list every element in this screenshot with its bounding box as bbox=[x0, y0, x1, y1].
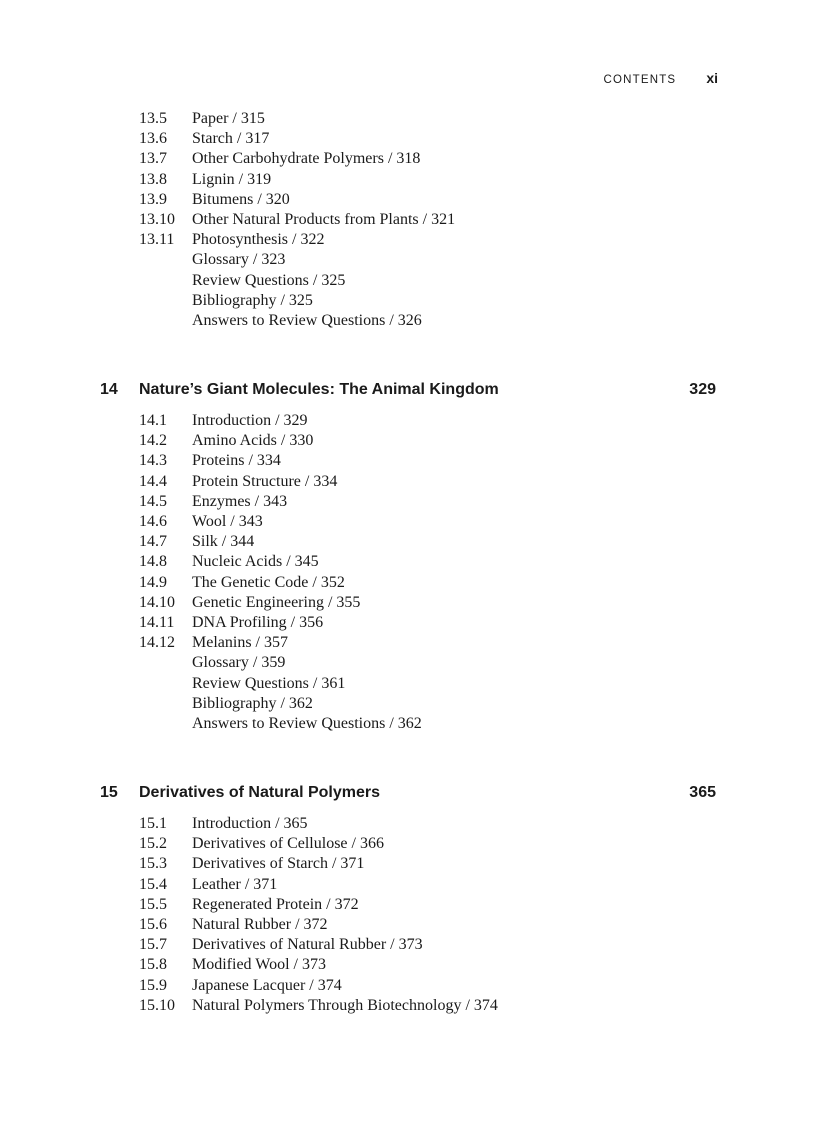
toc-entry bbox=[100, 834, 716, 854]
section-title: Natural Rubber / 372 bbox=[192, 916, 328, 933]
toc-entry bbox=[100, 512, 716, 532]
section-title: Lignin / 319 bbox=[192, 170, 272, 188]
toc-entry bbox=[100, 271, 716, 291]
section-number: 13.9 bbox=[139, 190, 167, 208]
toc-entry bbox=[100, 472, 716, 492]
toc-entry bbox=[100, 996, 716, 1016]
section-title: Starch / 317 bbox=[192, 130, 270, 148]
chapter-heading bbox=[100, 783, 716, 803]
toc-entry bbox=[100, 552, 716, 572]
toc-entry bbox=[100, 250, 716, 270]
section-title: Derivatives of Cellulose / 366 bbox=[192, 835, 384, 853]
toc-entry bbox=[100, 210, 716, 230]
toc-entry bbox=[100, 492, 716, 512]
section-title: Paper / 315 bbox=[192, 110, 265, 127]
section-title: Glossary / 323 bbox=[192, 251, 286, 269]
section-number: 14.8 bbox=[139, 553, 167, 571]
section-number: 15.9 bbox=[139, 976, 167, 994]
section-title: Answers to Review Questions / 362 bbox=[192, 714, 422, 732]
toc-entry bbox=[100, 109, 716, 129]
section-number: 15.10 bbox=[139, 996, 175, 1014]
toc-entry bbox=[100, 190, 716, 210]
section-number: 15.3 bbox=[139, 855, 167, 873]
chapter-page-number: 365 bbox=[689, 784, 716, 802]
section-title: Nucleic Acids / 345 bbox=[192, 553, 319, 571]
section-title: Protein Structure / 334 bbox=[192, 472, 338, 490]
toc-entry bbox=[100, 875, 716, 895]
section-title: Bibliography / 362 bbox=[192, 694, 313, 712]
section-number: 14.11 bbox=[139, 613, 175, 631]
toc-entry bbox=[100, 633, 716, 653]
section-title: Review Questions / 361 bbox=[192, 674, 346, 692]
chapter-number: 15 bbox=[100, 784, 118, 802]
section-number: 15.7 bbox=[139, 936, 167, 954]
section-title: Leather / 371 bbox=[192, 875, 278, 893]
section-number: 15.8 bbox=[139, 956, 167, 974]
toc-entry bbox=[100, 573, 716, 593]
section-number: 13.10 bbox=[139, 210, 175, 228]
toc-entry bbox=[100, 714, 716, 734]
toc-entry bbox=[100, 291, 716, 311]
chapter-title: Nature’s Giant Molecules: The Animal Kingdom bbox=[139, 381, 499, 399]
toc-entry bbox=[100, 149, 716, 169]
section-title: Modified Wool / 373 bbox=[192, 956, 326, 974]
section-number: 15.4 bbox=[139, 875, 167, 893]
toc-entry bbox=[100, 170, 716, 190]
section-number: 14.7 bbox=[139, 533, 167, 551]
section-title: Natural Polymers Through Biotechnology / 374 bbox=[192, 996, 498, 1014]
section-title: Proteins / 334 bbox=[192, 452, 281, 470]
section-number: 14.2 bbox=[139, 432, 167, 450]
section-number: 14.10 bbox=[139, 593, 175, 611]
section-title: Derivatives of Natural Rubber / 373 bbox=[192, 936, 423, 954]
section-title: DNA Profiling / 356 bbox=[192, 613, 324, 631]
section-number: 13.8 bbox=[139, 170, 167, 188]
chapter-heading bbox=[100, 380, 716, 400]
toc-entry bbox=[100, 674, 716, 694]
running-head-page-number: xi bbox=[706, 70, 718, 86]
toc-entry bbox=[100, 915, 716, 935]
section-title: Photosynthesis / 322 bbox=[192, 231, 325, 249]
section-title: Amino Acids / 330 bbox=[192, 432, 314, 450]
section-number: 15.5 bbox=[139, 895, 167, 913]
toc-entry bbox=[100, 814, 716, 834]
table-of-contents bbox=[100, 109, 716, 1016]
section-number: 14.4 bbox=[139, 472, 167, 490]
section-title: Other Natural Products from Plants / 321 bbox=[192, 210, 456, 228]
section-number: 15.1 bbox=[139, 815, 167, 833]
toc-entry bbox=[100, 694, 716, 714]
toc-entry bbox=[100, 895, 716, 915]
toc-entry bbox=[100, 451, 716, 471]
section-title: Bibliography / 325 bbox=[192, 291, 313, 309]
section-title: Introduction / 329 bbox=[192, 412, 308, 430]
section-title: Genetic Engineering / 355 bbox=[192, 593, 361, 611]
toc-entry bbox=[100, 955, 716, 975]
section-title: Bitumens / 320 bbox=[192, 190, 290, 208]
section-title: Enzymes / 343 bbox=[192, 492, 288, 510]
toc-entry bbox=[100, 129, 716, 149]
section-number: 13.11 bbox=[139, 231, 175, 249]
section-title: Japanese Lacquer / 374 bbox=[192, 976, 342, 994]
chapter-number: 14 bbox=[100, 381, 118, 399]
section-number: 14.1 bbox=[139, 412, 167, 430]
section-number: 13.7 bbox=[139, 150, 167, 168]
section-number: 13.5 bbox=[139, 110, 167, 127]
section-number: 15.2 bbox=[139, 835, 167, 853]
running-head bbox=[603, 70, 718, 86]
toc-entry bbox=[100, 593, 716, 613]
running-head-label: CONTENTS bbox=[603, 74, 677, 86]
toc-entry bbox=[100, 976, 716, 996]
section-number: 14.3 bbox=[139, 452, 167, 470]
toc-entry bbox=[100, 653, 716, 673]
section-number: 14.6 bbox=[139, 513, 167, 530]
section-number: 14.9 bbox=[139, 573, 167, 591]
section-title: Other Carbohydrate Polymers / 318 bbox=[192, 150, 421, 168]
toc-entry bbox=[100, 411, 716, 431]
section-number: 13.6 bbox=[139, 130, 167, 148]
section-title: Glossary / 359 bbox=[192, 654, 286, 672]
chapter-page-number: 329 bbox=[689, 381, 716, 399]
chapter-title: Derivatives of Natural Polymers bbox=[139, 784, 380, 802]
section-title: Answers to Review Questions / 326 bbox=[192, 311, 422, 329]
toc-entry bbox=[100, 854, 716, 874]
section-title: Introduction / 365 bbox=[192, 815, 308, 833]
section-title: Silk / 344 bbox=[192, 533, 255, 551]
toc-entry bbox=[100, 613, 716, 633]
section-number: 14.5 bbox=[139, 492, 167, 510]
toc-entry bbox=[100, 311, 716, 331]
section-title: Regenerated Protein / 372 bbox=[192, 895, 359, 913]
section-number: 14.12 bbox=[139, 634, 175, 652]
toc-entry bbox=[100, 532, 716, 552]
toc-entry bbox=[100, 935, 716, 955]
section-title: Review Questions / 325 bbox=[192, 271, 346, 289]
section-title: The Genetic Code / 352 bbox=[192, 573, 345, 591]
section-title: Wool / 343 bbox=[192, 513, 263, 530]
toc-entry bbox=[100, 230, 716, 250]
toc-entry bbox=[100, 431, 716, 451]
section-title: Derivatives of Starch / 371 bbox=[192, 855, 365, 873]
section-title: Melanins / 357 bbox=[192, 634, 288, 652]
section-number: 15.6 bbox=[139, 916, 167, 933]
